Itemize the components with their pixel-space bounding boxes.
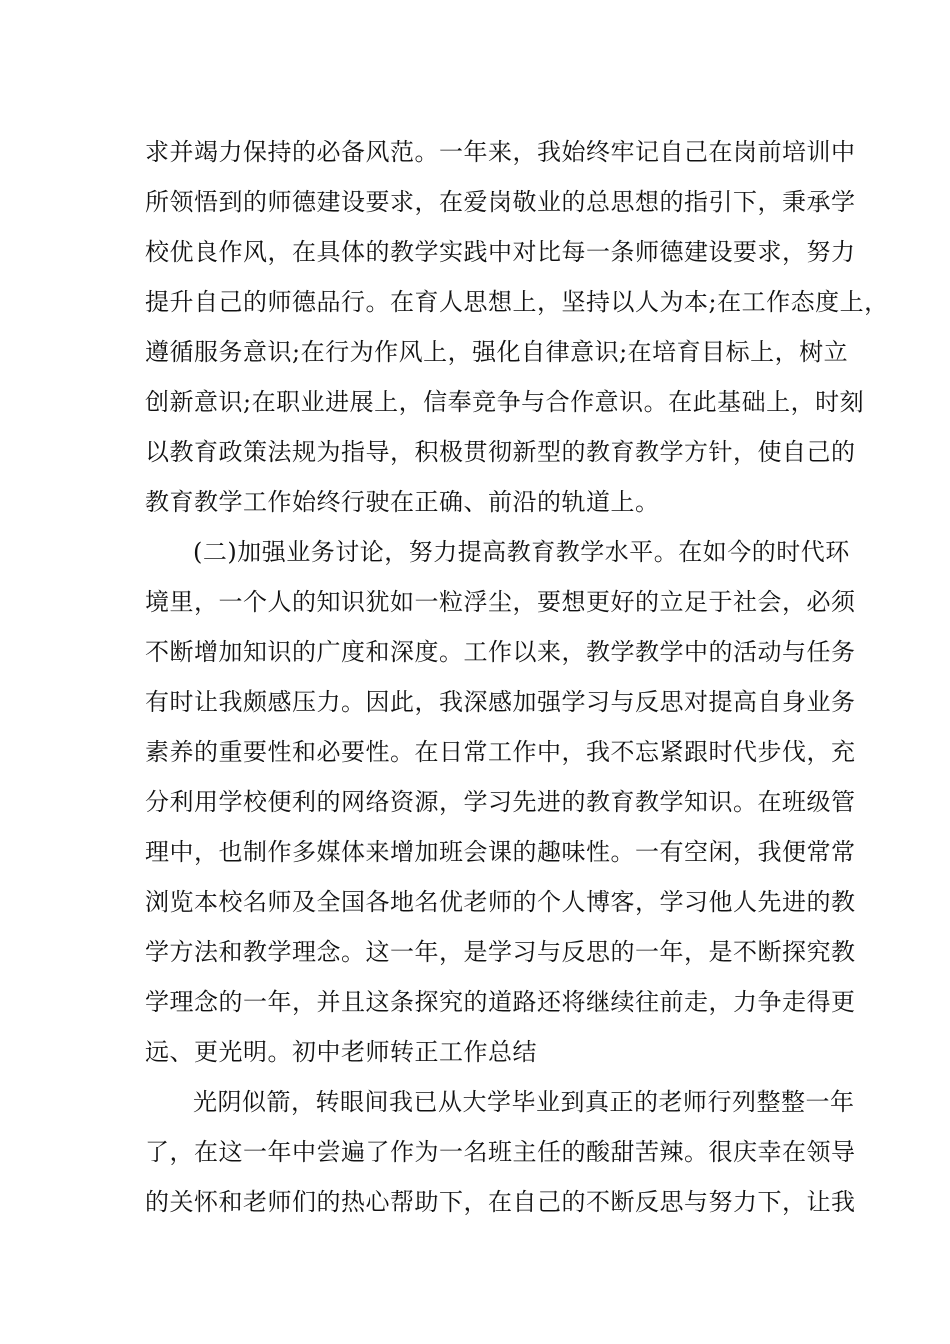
text-line: 所领悟到的师德建设要求，在爱岗敬业的总思想的指引下，秉承学 xyxy=(145,188,856,216)
text-line: 学方法和教学理念。这一年，是学习与反思的一年，是不断探究教 xyxy=(145,938,856,966)
text-line: 分利用学校便利的网络资源，学习先进的教育教学知识。在班级管 xyxy=(145,788,856,816)
text-line: 远、更光明。初中老师转正工作总结 xyxy=(145,1038,537,1066)
text-line: 浏览本校名师及全国各地名优老师的个人博客，学习他人先进的教 xyxy=(145,888,856,916)
paragraph-start-line: 光阴似箭，转眼间我已从大学毕业到真正的老师行列整整一年 xyxy=(193,1088,855,1116)
text-line: 理中，也制作多媒体来增加班会课的趣味性。一有空闲，我便常常 xyxy=(145,838,856,866)
text-line: 不断增加知识的广度和深度。工作以来，教学教学中的活动与任务 xyxy=(145,638,856,666)
paragraph-start-line: (二)加强业务讨论，努力提高教育教学水平。在如今的时代环 xyxy=(193,538,850,566)
text-line: 提升自己的师德品行。在育人思想上，坚持以人为本;在工作态度上， xyxy=(145,288,889,316)
text-line: 了，在这一年中尝遍了作为一名班主任的酸甜苦辣。很庆幸在领导 xyxy=(145,1138,856,1166)
text-line: 校优良作风，在具体的教学实践中对比每一条师德建设要求，努力 xyxy=(145,238,856,266)
text-line: 创新意识;在职业进展上，信奉竞争与合作意识。在此基础上，时刻 xyxy=(145,388,865,416)
text-line: 遵循服务意识;在行为作风上，强化自律意识;在培育目标上，树立 xyxy=(145,338,849,366)
text-line: 求并竭力保持的必备风范。一年来，我始终牢记自己在岗前培训中 xyxy=(145,138,856,166)
text-line: 有时让我颇感压力。因此，我深感加强学习与反思对提高自身业务 xyxy=(145,688,856,716)
text-line: 素养的重要性和必要性。在日常工作中，我不忘紧跟时代步伐，充 xyxy=(145,738,856,766)
text-line: 以教育政策法规为指导，积极贯彻新型的教育教学方针，使自己的 xyxy=(145,438,856,466)
text-line: 的关怀和老师们的热心帮助下，在自己的不断反思与努力下，让我 xyxy=(145,1188,856,1216)
text-line: 教育教学工作始终行驶在正确、前沿的轨道上。 xyxy=(145,488,660,516)
text-line: 境里，一个人的知识犹如一粒浮尘，要想更好的立足于社会，必须 xyxy=(145,588,856,616)
text-line: 学理念的一年，并且这条探究的道路还将继续往前走，力争走得更 xyxy=(145,988,856,1016)
